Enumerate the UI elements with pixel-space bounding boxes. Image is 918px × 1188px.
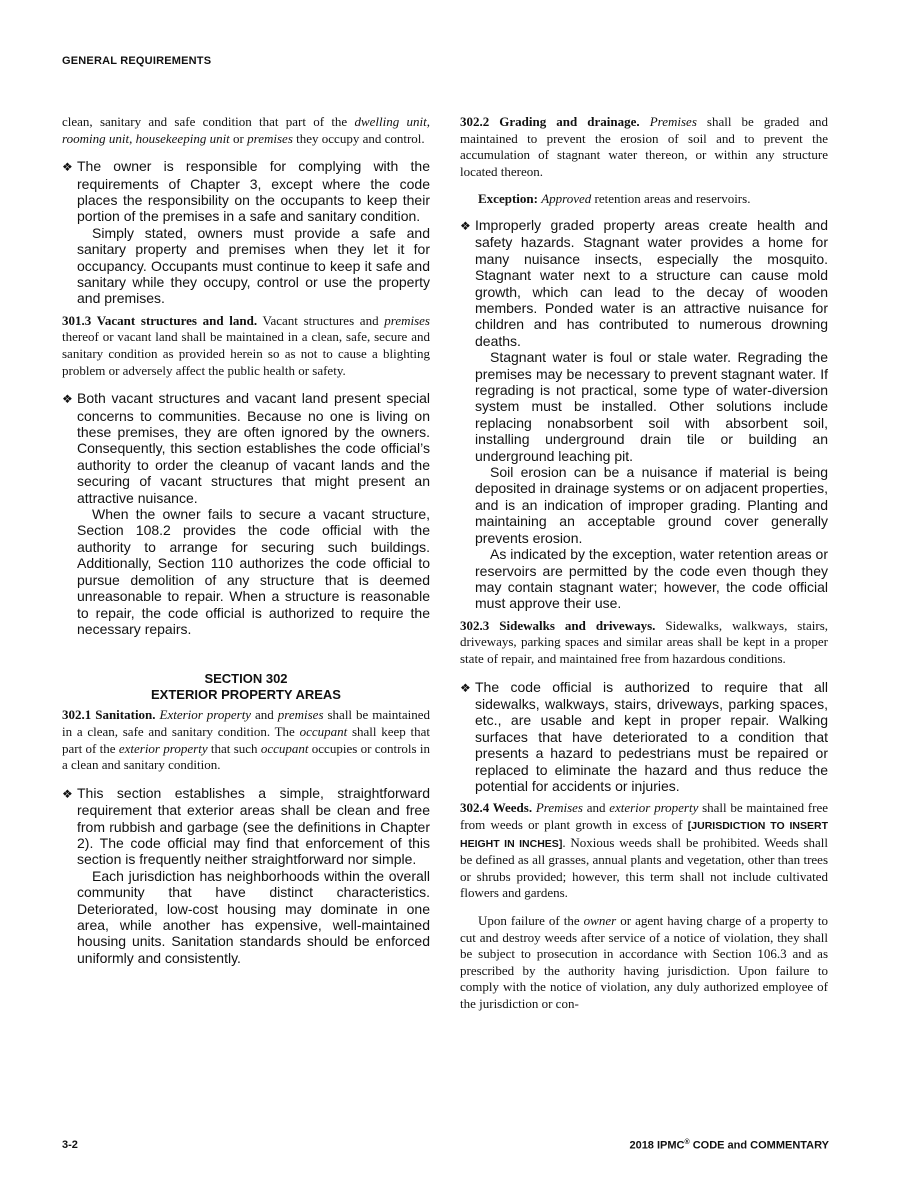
- diamond-bullet-icon: ❖: [460, 680, 471, 695]
- commentary-block: ❖ Improperly graded property areas create health and safety hazards. Stagnant water provides a home for many nuisance insects, especially the mosquito. Stagnant water next to a structure can cause mold growth, which can lead to the decay of wooden members. Ponded water is an attractive nuisance for children and has contributed to numerous drowning deaths. Stagnant water is foul or stale water. Regrading the premises may be necessary to prevent stagnant water. If regrading is not practical, some type of water-diversion system must be installed. Other solutions include replacing nonabsorbent soil with absorbent soil, installing underground drain tile or building an underground leaching pit. Soil erosion can be a nuisance if material is being deposited in drainage systems or on adjacent properties, and is an indication of improper grading. Planting and maintaining an acceptable ground cover generally prevents erosion. As indicated by the exception, water retention areas or reservoirs are permitted by the code even though they may contain stagnant water; however, the code official must approve their use.: [460, 216, 828, 612]
- code-paragraph-continued: clean, sanitary and safe condition that part of the dwelling unit, rooming unit, housekeeping unit or premises they occupy and control.: [62, 114, 431, 146]
- commentary-block: ❖ This section establishes a simple, straightforward requirement that exterior areas shall be clean and free from rubbish and garbage (see the definitions in Chapter 2). The code official may find that enforcement of this section is frequently neither straightforward nor simple. Each jurisdiction has neighborhoods within the overall community that have distinct characteristics. Deteriorated, low-cost housing may dominate in one area, while another has expensive, well-maintained housing units. Sanitation standards should be enforced uniformly and consistently.: [62, 784, 430, 966]
- book-title: 2018 IPMC® CODE and COMMENTARY: [629, 1139, 829, 1152]
- section-heading: SECTION 302 EXTERIOR PROPERTY AREAS: [151, 671, 341, 703]
- right-column: [460, 114, 828, 1023]
- commentary-block: ❖ The code official is authorized to require that all sidewalks, walkways, stairs, driveways, parking spaces, etc., are usable and kept in proper repair. Walking surfaces that have deteriorated to a condition that presents a hazard to pedestrians must be repaired or replaced to eliminate the hazard and thus reduce the potential for accidents or injuries.: [460, 678, 828, 794]
- exception-note: Exception: Approved retention areas and reservoirs.: [478, 191, 751, 207]
- commentary-block: ❖ Both vacant structures and vacant land present special concerns to communities. Because no one is living on these premises, they are often ignored by the owners. Consequently, this section establishes the code official’s authority to order the cleanup of vacant lands and the securing of vacant structures that might present an attractive nuisance. When the owner fails to secure a vacant structure, Section 108.2 provides the code official with the authority to arrange for securing such buildings. Additionally, Section 110 authorizes the code official to pursue demolition of any structure that is deemed unreasonable to repair. When a structure is reasonable to repair, the code official is authorized to require the necessary repairs.: [62, 390, 430, 637]
- code-section-301-3: 301.3 Vacant structures and land. Vacant structures and premises thereof or vacant land shall be maintained in a clean, safe, secure and sanitary condition as provided herein so as not to cause a blighting problem or adversely affect the public health or safety.: [62, 312, 430, 378]
- code-section-302-1: 302.1 Sanitation. Exterior property and premises shall be maintained in a clean, safe and sanitary condition. The occupant shall keep that part of the exterior property that such occupant occupies or controls in a clean and sanitary condition.: [62, 707, 430, 773]
- commentary-block: ❖ The owner is responsible for complying with the requirements of Chapter 3, except where the code places the responsibility on the occupants to keep their portion of the premises in a safe and sanitary condition. Simply stated, owners must provide a safe and sanitary property and premises when they let it for occupancy. Occupants must continue to keep it safe and sanitary while they occupy, control or use the property and premises.: [62, 158, 430, 307]
- running-head: GENERAL REQUIREMENTS: [62, 55, 212, 67]
- code-section-302-4-continued: Upon failure of the owner or agent having charge of a property to cut and destroy weeds after service of a notice of violation, they shall be subject to prosecution in accordance with Section 106.3 and as prescribed by the authority having jurisdiction. Upon failure to comply with the notice of violation, any duly authorized employee of the jurisdiction or con-: [460, 912, 828, 1011]
- diamond-bullet-icon: ❖: [62, 160, 73, 175]
- left-column: [62, 114, 430, 972]
- diamond-bullet-icon: ❖: [62, 392, 73, 407]
- code-section-302-4: 302.4 Weeds. Premises and exterior property shall be maintained free from weeds or plant growth in excess of [JURISDICTION TO INSERT HEIGHT IN INCHES]. Noxious weeds shall be prohibited. Weeds shall be defined as all grasses, annual plants and vegetation, other than trees or shrubs provided; however, this term shall not include cultivated flowers and gardens.: [460, 800, 828, 901]
- code-section-302-3: 302.3 Sidewalks and driveways. Sidewalks, walkways, stairs, driveways, parking spaces and similar areas shall be kept in a proper state of repair, and maintained free from hazardous conditions.: [460, 617, 829, 666]
- code-section-302-2: 302.2 Grading and drainage. Premises shall be graded and maintained to prevent the erosion of soil and to prevent the accumulation of stagnant water thereon, or within any structure located thereon.: [460, 114, 829, 179]
- diamond-bullet-icon: ❖: [62, 786, 73, 801]
- diamond-bullet-icon: ❖: [460, 218, 471, 233]
- page-number: 3-2: [62, 1139, 78, 1151]
